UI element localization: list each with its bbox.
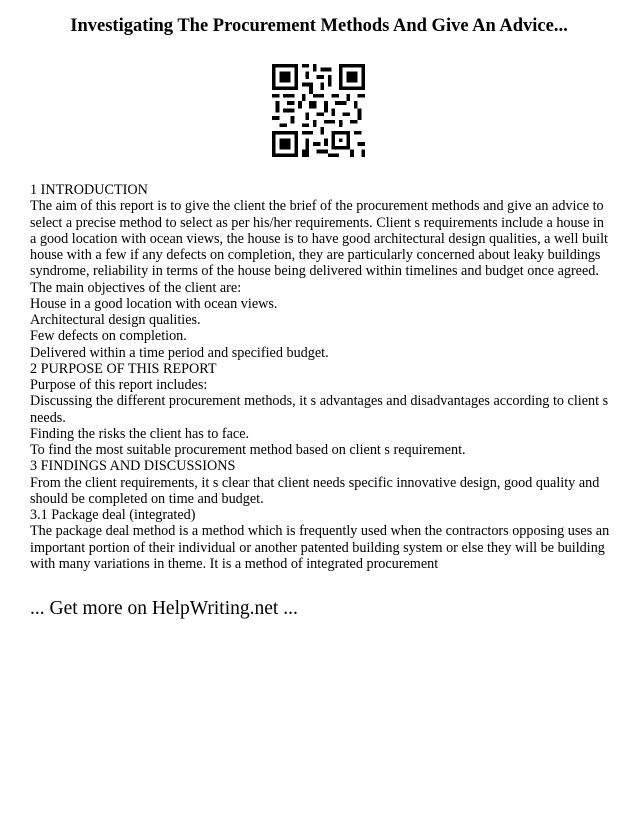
heading-purpose: 2 PURPOSE OF THIS REPORT — [30, 360, 217, 377]
purpose-item: Discussing the different procurement methods, it s advantages and disadvantages according to client s needs. — [30, 393, 609, 426]
objective-item: House in a good location with ocean views. — [30, 295, 278, 312]
heading-package-deal: 3.1 Package deal (integrated) — [30, 507, 196, 523]
document-title: Investigating The Procurement Methods And Give An Advice... — [70, 16, 568, 36]
get-more-link[interactable]: ... Get more on HelpWriting.net ... — [30, 598, 298, 619]
document-body — [30, 182, 610, 572]
purpose-item: To find the most suitable procurement method based on client s requirement. — [30, 442, 466, 458]
paragraph-package-deal: The package deal method is a method which is frequently used when the contractors opposing uses an important portion of their individual or another patented building system or else they will be building with many variations in theme. It is a method of integrated procurement — [30, 523, 610, 572]
paragraph-objectives-intro: The main objectives of the client are: — [30, 279, 242, 296]
objective-item: Architectural design qualities. — [30, 312, 201, 328]
heading-introduction: 1 INTRODUCTION — [30, 182, 148, 198]
heading-findings: 3 FINDINGS AND DISCUSSIONS — [30, 458, 236, 475]
paragraph-purpose-intro: Purpose of this report includes: — [30, 377, 208, 393]
objective-item: Delivered within a time period and specified budget. — [30, 344, 329, 361]
paragraph-findings: From the client requirements, it s clear that client needs specific innovative design, good quality and should be completed on time and budget. — [30, 474, 600, 507]
objective-item: Few defects on completion. — [30, 328, 187, 345]
paragraph-aim: The aim of this report is to give the client the brief of the procurement methods and give an advice to select a precise method to select as per his/her requirements. Client s requirements include a house in a good location with ocean views, the house is to have good architectural design qualities, a well built house with a few if any defects on completion, they are particularly concerned about leaky buildings syndrome, reliability in terms of the house being delivered within timelines and budget once agreed. — [30, 198, 608, 280]
qr-code-icon — [272, 64, 365, 157]
purpose-item: Finding the risks the client has to face. — [30, 425, 250, 442]
